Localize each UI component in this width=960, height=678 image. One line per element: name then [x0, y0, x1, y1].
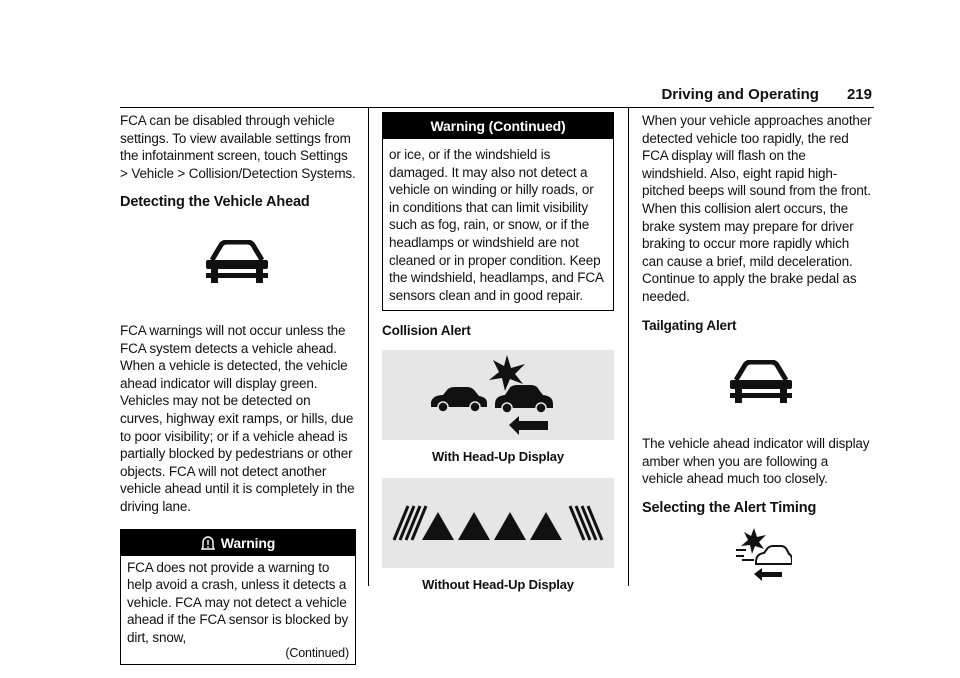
- alert-timing-heading: Selecting the Alert Timing: [642, 499, 817, 516]
- warning-icon: [201, 533, 215, 559]
- no-hud-collision-figure: [382, 478, 614, 568]
- alert-timing-icon: [732, 526, 792, 586]
- collision-alert-paragraph: When your vehicle approaches another detected vehicle too rapidly, the red FCA display will flash on the windshield. Also, eight rapid high-pitched beeps will sound from the front. When this collision alert occurs, the brake system may prepare for driver braking to occur more rapidly which can cause a brief, mild deceleration. Continue to apply the brake pedal as needed.: [642, 113, 872, 304]
- caption-without-hud: Without Head-Up Display: [422, 576, 574, 592]
- detecting-paragraph: FCA warnings will not occur unless the FCA system detects a vehicle ahead. When a vehicle is detected, the vehicle ahead indicator will display green. Vehicles may not be detected on curves, highway exit ramps, or hills, due to poor visibility; or if a vehicle ahead is partially blocked by pedestrians or other objects. FCA will not detect another vehicle ahead until it is completely in the driving lane.: [120, 322, 355, 514]
- collision-triangles-icon: [382, 478, 614, 568]
- vehicle-ahead-icon: [204, 240, 270, 290]
- column-divider: [628, 108, 629, 586]
- warning-box-continued: [382, 112, 614, 311]
- column-2: [382, 112, 614, 593]
- warning-text: FCA does not provide a warning to help avoid a crash, unless it detects a vehicle. FCA may not detect a vehicle ahead if the FCA sensor is blocked by dirt, snow,: [127, 559, 349, 645]
- tailgating-figure: [642, 334, 872, 429]
- header-rule: [120, 107, 874, 108]
- warning-body: [383, 139, 613, 310]
- warning-continued-text: or ice, or if the windshield is damaged. It may also not detect a vehicle on winding or hilly roads, or in conditions that can limit visibility such as fog, rain, or snow, or if the headlamps or windshield are not cleaned or in proper condition. Keep the windshield, headlamps, and FCA sensors clean and in good repair.: [389, 147, 604, 303]
- running-header: [661, 86, 872, 103]
- collision-alert-icon: [423, 350, 573, 440]
- warning-header: [121, 530, 355, 556]
- intro-paragraph: FCA can be disabled through vehicle settings. To view available settings from the infotainment screen, touch Settings > Vehicle > Collision/Detection Systems.: [120, 113, 356, 181]
- column-3: [642, 112, 872, 598]
- warning-continued-header: Warning (Continued): [383, 113, 613, 139]
- continued-label: (Continued): [285, 646, 349, 661]
- warning-body: [121, 556, 355, 665]
- tailgating-subheading: Tailgating Alert: [642, 317, 737, 333]
- collision-alert-subheading: Collision Alert: [382, 323, 471, 339]
- detecting-heading: Detecting the Vehicle Ahead: [120, 194, 310, 211]
- warning-box: [120, 529, 356, 666]
- vehicle-ahead-amber-icon: [728, 360, 794, 410]
- page-number: 219: [846, 86, 872, 103]
- hud-collision-figure: [382, 350, 614, 440]
- tailgating-paragraph: The vehicle ahead indicator will display amber when you are following a vehicle ahead much too closely.: [642, 436, 870, 487]
- alert-timing-figure: [642, 518, 872, 598]
- caption-with-hud: With Head-Up Display: [432, 448, 564, 464]
- column-1: [120, 112, 356, 665]
- warning-title: Warning: [220, 534, 276, 551]
- vehicle-ahead-figure: [120, 212, 356, 322]
- column-divider: [368, 108, 369, 586]
- section-title: Driving and Operating: [661, 86, 819, 103]
